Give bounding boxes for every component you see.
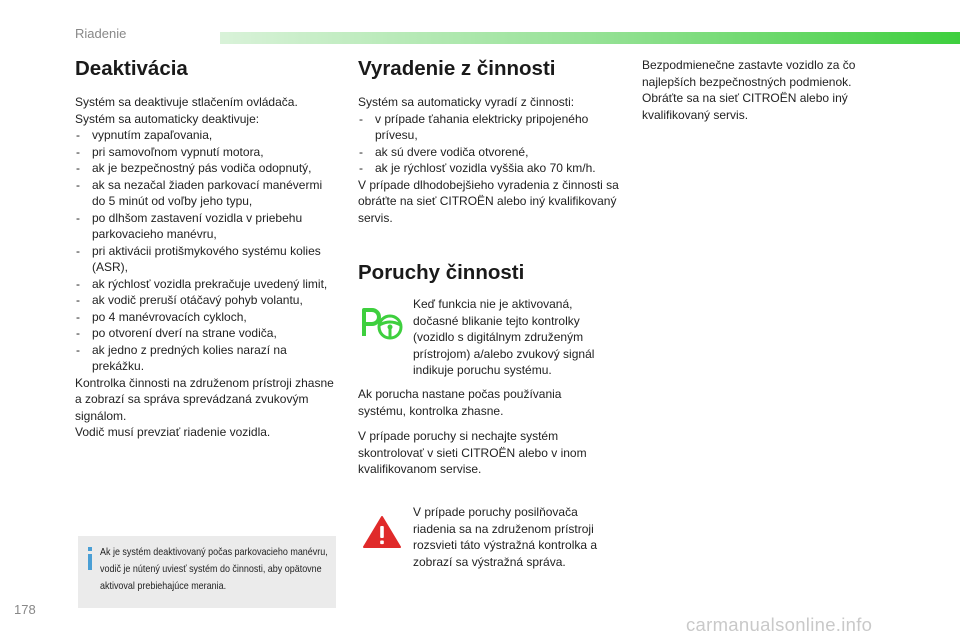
deactivation-outro-2: Vodič musí prevziať riadenie vozidla. <box>75 425 271 439</box>
right-column-text: Bezpodmienečne zastavte vozidlo za čo najlepších bezpečnostných podmienok. Obráťte sa na sieť CITROËN alebo iný kvalifikovaný servis. <box>642 58 856 122</box>
info-note-text: Ak je systém deaktivovaný počas parkovacieho manévru, vodič je nútený uviesť systém do činnosti, aby opätovne aktivoval prebiehajúce merania. <box>100 547 328 592</box>
deactivation-list <box>75 127 337 375</box>
list-item: - v prípade ťahania elektricky pripojeného prívesu, <box>358 111 620 144</box>
faults-paragraph-1: Ak porucha nastane počas používania systému, kontrolka zhasne. <box>358 387 562 418</box>
disengage-list <box>358 111 620 177</box>
deactivation-heading: Deaktivácia <box>75 57 188 80</box>
chapter-title: Riadenie <box>75 26 127 41</box>
list-item: - vypnutím zapaľovania, <box>75 127 337 144</box>
list-item: - ak vodič preruší otáčavý pohyb volantu, <box>75 292 337 309</box>
disengage-heading: Vyradenie z činnosti <box>358 57 556 80</box>
watermark: carmanualsonline.info <box>686 614 873 635</box>
disengage-section <box>358 56 620 226</box>
info-note <box>78 536 336 608</box>
right-column <box>642 57 904 123</box>
list-item: - ak je rýchlosť vozidla vyššia ako 70 km/h. <box>358 160 620 177</box>
deactivation-outro-1: Kontrolka činnosti na združenom prístroji zhasne a zobrazí sa správa sprevádzaná zvukovým signálom. <box>75 375 334 423</box>
info-icon <box>88 547 92 569</box>
list-item: - pri samovoľnom vypnutí motora, <box>75 144 337 161</box>
list-item: - ak je bezpečnostný pás vodiča odopnutý, <box>75 160 337 177</box>
deactivation-intro-2: Systém sa automaticky deaktivuje: <box>75 111 260 126</box>
warning-text: V prípade poruchy posilňovača riadenia sa na združenom prístroji rozsvieti táto výstražná kontrolka a zobrazí sa výstražná správa. <box>413 505 598 569</box>
page-number: 178 <box>14 602 36 617</box>
list-item: - po dlhšom zastavení vozidla v priebehu parkovacieho manévru, <box>75 210 337 243</box>
faults-heading: Poruchy činnosti <box>358 261 525 284</box>
list-item: - ak jedno z predných kolies narazí na prekážku. <box>75 342 337 375</box>
list-item: - pri aktivácii protišmykového systému kolies (ASR), <box>75 243 337 276</box>
list-item: - ak sa nezačal žiaden parkovací manévermi do 5 minút od voľby jeho typu, <box>75 177 337 210</box>
deactivation-section <box>75 56 337 441</box>
park-assist-indicator-icon <box>360 306 404 342</box>
disengage-intro: Systém sa automaticky vyradí z činnosti: <box>358 95 575 109</box>
list-item: - ak rýchlosť vozidla prekračuje uvedený limit, <box>75 276 337 293</box>
indicator-text: Keď funkcia nie je aktivovaná, dočasné blikanie tejto kontrolky (vozidlo s digitálnym združeným prístrojom) a/alebo zvukový signál indikuje poruchu systému. <box>413 297 595 377</box>
list-item: - po otvorení dverí na strane vodiča, <box>75 325 337 342</box>
deactivation-intro-1: Systém sa deaktivuje stlačením ovládača. <box>75 95 298 109</box>
disengage-outro: V prípade dlhodobejšieho vyradenia z činnosti sa obráťte na sieť CITROËN alebo iný kvalifikovaný servis. <box>358 177 619 225</box>
warning-triangle-icon <box>362 515 402 549</box>
list-item: - ak sú dvere vodiča otvorené, <box>358 144 620 161</box>
chapter-color-bar <box>220 32 960 44</box>
list-item: - po 4 manévrovacích cykloch, <box>75 309 337 326</box>
faults-paragraph-2: V prípade poruchy si nechajte systém skontrolovať v sieti CITROËN alebo v inom kvalifikovanom servise. <box>358 429 587 476</box>
